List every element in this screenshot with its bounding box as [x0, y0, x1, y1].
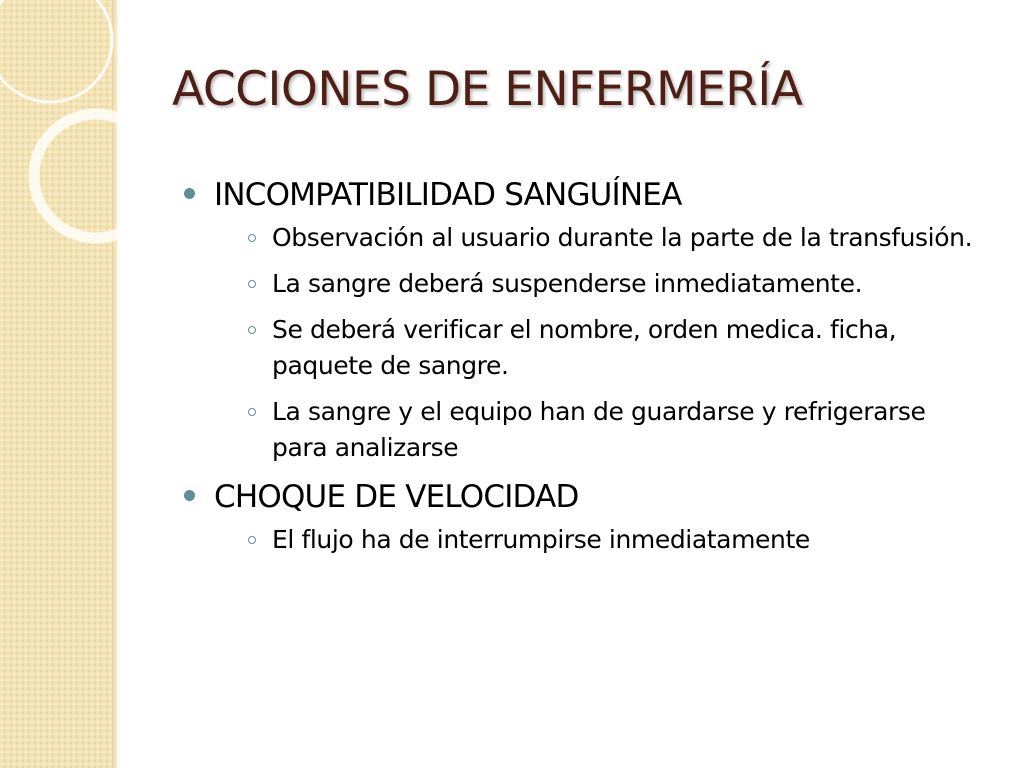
section-heading: INCOMPATIBILIDAD SANGUÍNEA: [214, 177, 682, 213]
sub-bullet-text: La sangre deberá suspenderse inmediatamente.: [272, 269, 863, 298]
ring-bullet-icon: [248, 234, 256, 242]
sub-bullet-text: La sangre y el equipo han de guardarse y refrigerarse para analizarse: [272, 397, 926, 462]
section-heading: CHOQUE DE VELOCIDAD: [214, 479, 579, 515]
sub-bullet-text: Se deberá verificar el nombre, orden medica. ficha, paquete de sangre.: [272, 315, 897, 380]
sub-bullet-item: [244, 220, 984, 256]
ring-bullet-icon: [248, 280, 256, 288]
ring-bullet-icon: [248, 408, 256, 416]
sub-bullet-item: [244, 522, 984, 558]
sub-bullet-text: El flujo ha de interrumpirse inmediatamente: [272, 525, 810, 554]
filled-bullet-icon: [184, 490, 195, 501]
ring-bullet-icon: [248, 536, 256, 544]
sub-bullet-text: Observación al usuario durante la parte de la transfusión.: [272, 223, 973, 252]
sub-bullet-item: [244, 394, 984, 466]
decorative-rings: [0, 0, 150, 260]
section-choque: [184, 476, 984, 558]
decorative-ring-bottom: [34, 114, 150, 238]
slide-title: ACCIONES DE ENFERMERÍA: [172, 62, 803, 117]
section-incompatibilidad: [184, 174, 984, 466]
sub-bullet-item: [244, 266, 984, 302]
ring-bullet-icon: [248, 326, 256, 334]
filled-bullet-icon: [184, 188, 195, 199]
sub-bullet-list: [214, 522, 984, 558]
sub-bullet-item: [244, 312, 984, 384]
decorative-ring-top: [0, 0, 112, 102]
bullet-content: [184, 174, 984, 568]
sub-bullet-list: [214, 220, 984, 466]
